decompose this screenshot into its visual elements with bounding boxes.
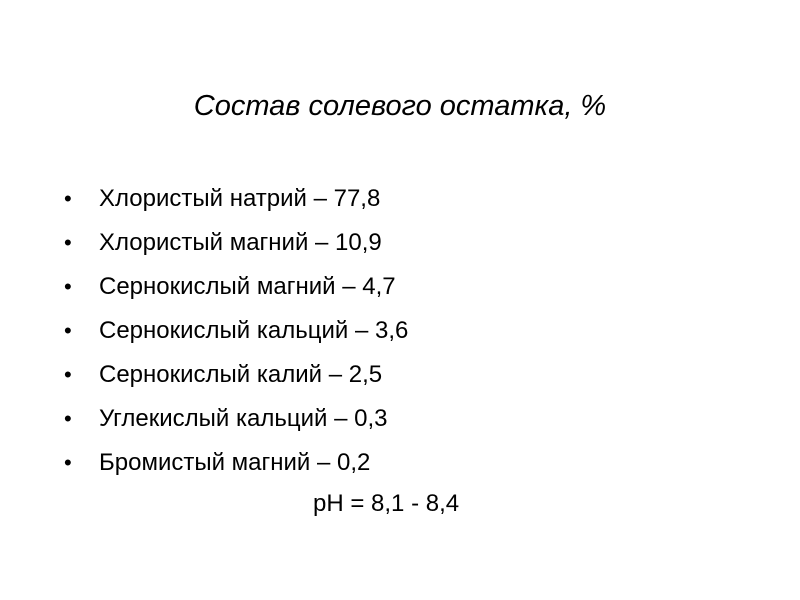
bullet-icon: • [64, 274, 72, 299]
bullet-icon: • [64, 186, 72, 211]
slide-title: Состав солевого остатка, % [193, 90, 607, 122]
list-item-text: Сернокислый магний – 4,7 [99, 273, 396, 300]
bullet-icon: • [64, 230, 72, 255]
bullet-icon: • [64, 450, 72, 475]
bullet-icon: • [64, 406, 72, 431]
list-item-text: Хлористый натрий – 77,8 [99, 185, 381, 212]
list-item-text: Хлористый магний – 10,9 [99, 229, 382, 256]
list-item-text: Бромистый магний – 0,2 [99, 449, 371, 476]
list-item-text: Сернокислый кальций – 3,6 [99, 317, 409, 344]
list-item-text: Углекислый кальций – 0,3 [99, 405, 388, 432]
bullet-icon: • [64, 362, 72, 387]
ph-value: pH = 8,1 - 8,4 [313, 490, 460, 517]
bullet-icon: • [64, 318, 72, 343]
list-item-text: Сернокислый калий – 2,5 [99, 361, 383, 388]
